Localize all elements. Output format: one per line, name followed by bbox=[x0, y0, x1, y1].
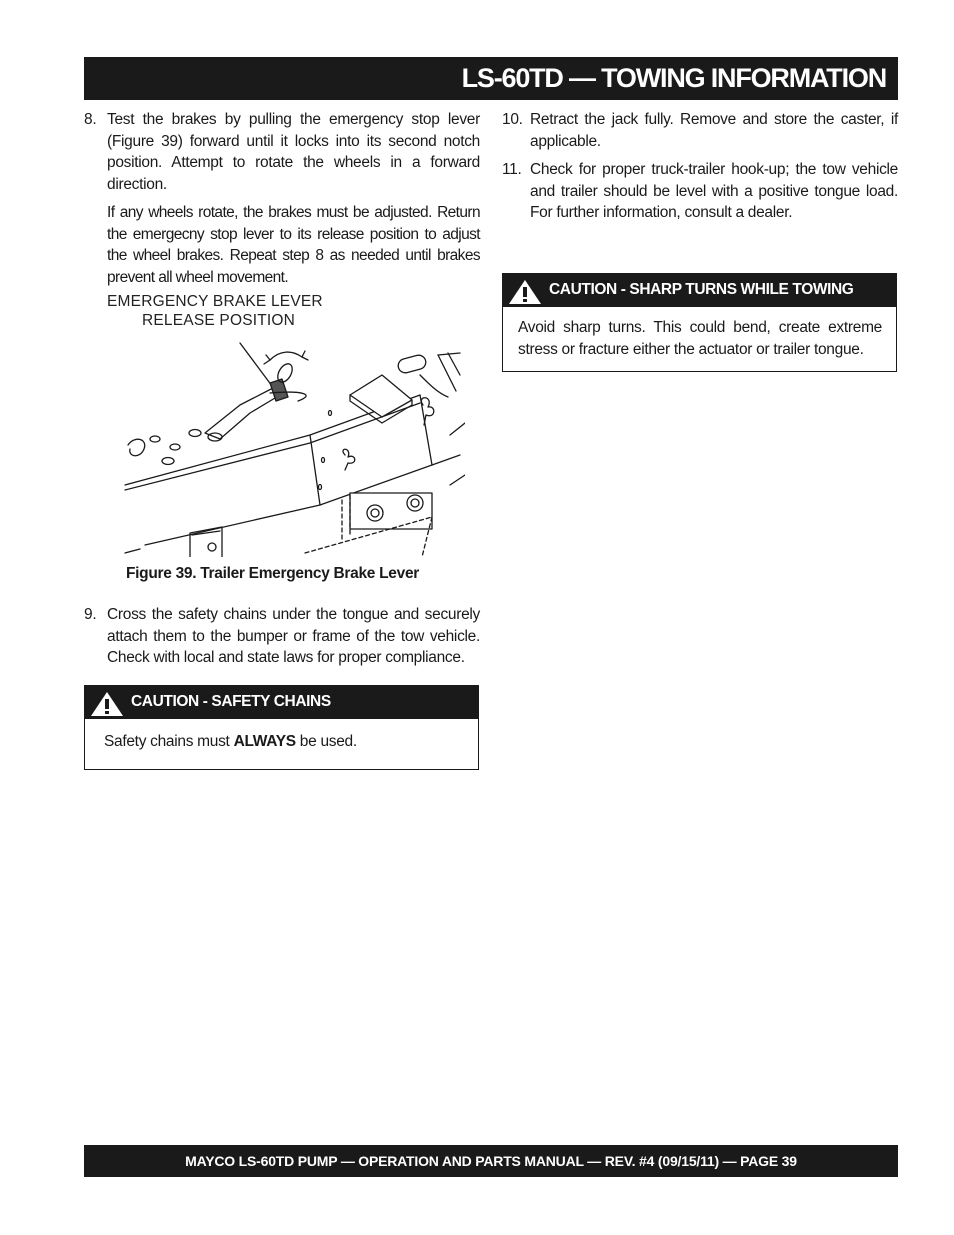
caution-body bbox=[85, 719, 478, 753]
step-text: Cross the safety chains under the tongue and securely attach them to the bumper or frame of the tow vehicle. Check with local and state laws for proper compliance. bbox=[107, 606, 480, 666]
step-9 bbox=[84, 604, 480, 669]
brake-lever-illustration bbox=[120, 335, 465, 557]
left-column-lower bbox=[84, 604, 480, 669]
caution-text: Safety chains must bbox=[104, 733, 234, 750]
caution-safety-chains bbox=[84, 685, 479, 770]
figure-label-line2: RELEASE POSITION bbox=[142, 312, 296, 329]
caution-emphasis: ALWAYS bbox=[233, 733, 296, 750]
brake-lever bbox=[205, 387, 280, 439]
caution-header bbox=[503, 274, 896, 307]
caution-title: CAUTION - SAFETY CHAINS bbox=[131, 693, 331, 710]
warning-triangle-icon bbox=[90, 691, 124, 717]
wing-nut bbox=[343, 449, 355, 470]
step-8-followup: If any wheels rotate, the brakes must be adjusted. Return the emergecny stop lever to its release position to adjust the wheel brakes. Repeat step 8 as needed until brakes prevent all wheel movement. bbox=[107, 204, 480, 286]
step-text: Test the brakes by pulling the emergency stop lever (Figure 39) forward until it locks into its second notch position. Attempt to rotate the wheels in a forward direction. bbox=[107, 111, 480, 193]
step-11 bbox=[502, 159, 898, 224]
page-title: LS-60TD — TOWING INFORMATION bbox=[461, 63, 886, 93]
caution-text-end: be used. bbox=[295, 733, 357, 750]
figure-label-line1: EMERGENCY BRAKE LEVER bbox=[107, 293, 323, 310]
caution-header bbox=[85, 686, 478, 719]
caution-sharp-turns bbox=[502, 273, 897, 372]
step-number: 10. bbox=[502, 111, 523, 128]
step-number: 11. bbox=[502, 161, 522, 178]
step-number: 8. bbox=[84, 111, 97, 128]
right-column bbox=[502, 109, 898, 224]
caution-body: Avoid sharp turns. This could bend, create extreme stress or fracture either the actuator or trailer tongue. bbox=[518, 319, 882, 358]
step-text: Check for proper truck-trailer hook-up; the tow vehicle and trailer should be level with a positive tongue load. For further information, consult a dealer. bbox=[530, 161, 898, 221]
step-8 bbox=[84, 109, 480, 195]
left-column bbox=[84, 109, 480, 288]
figure-caption: Figure 39. Trailer Emergency Brake Lever bbox=[126, 565, 419, 582]
chain-loop bbox=[397, 354, 428, 375]
warning-triangle-icon bbox=[508, 279, 542, 305]
mount-bracket bbox=[350, 493, 432, 529]
caution-title: CAUTION - SHARP TURNS WHILE TOWING bbox=[549, 281, 854, 298]
page-footer: MAYCO LS-60TD PUMP — OPERATION AND PARTS MANUAL — REV. #4 (09/15/11) — PAGE 39 bbox=[84, 1145, 898, 1177]
step-text: Retract the jack fully. Remove and store the caster, if applicable. bbox=[530, 111, 898, 150]
step-number: 9. bbox=[84, 606, 97, 623]
page-header bbox=[84, 57, 898, 100]
motion-arrow bbox=[270, 352, 302, 360]
step-10 bbox=[502, 109, 898, 152]
